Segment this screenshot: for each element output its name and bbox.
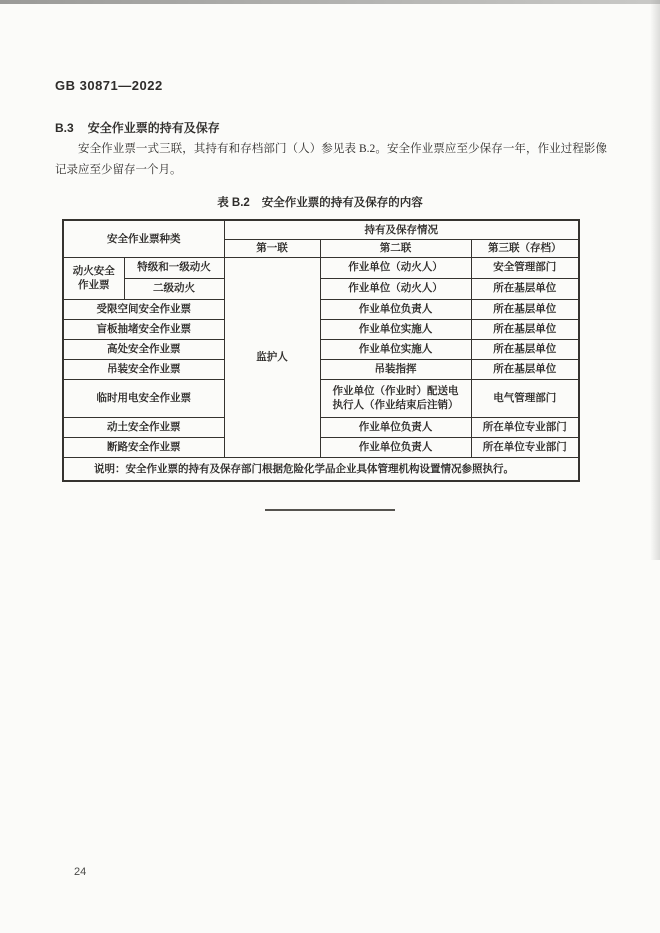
cell-third-copy: 所在基层单位 [471, 339, 579, 359]
doc-code: GB 30871—2022 [55, 78, 163, 93]
cell-second-copy: 作业单位负责人 [320, 299, 471, 319]
cell-category: 受限空间安全作业票 [63, 299, 224, 319]
section-heading [55, 119, 220, 136]
cell-category: 高处安全作业票 [63, 339, 224, 359]
col-header-second-copy: 第二联 [320, 239, 471, 257]
end-of-document-rule [265, 509, 395, 511]
cell-third-copy: 所在单位专业部门 [471, 437, 579, 457]
cell-fire-group-line1: 动火安全 [72, 264, 115, 277]
section-title: 安全作业票的持有及保存 [87, 121, 220, 135]
table-caption-label: 表 B.2 [217, 197, 250, 209]
cell-second-copy: 吊装指挥 [320, 359, 471, 379]
cell-category: 特级和一级动火 [124, 257, 224, 278]
body-paragraph: 安全作业票一式三联，其持有和存档部门（人）参见表 B.2。安全作业票应至少保存一年，作业过程影像记录应至少留存一个月。 [55, 143, 607, 176]
page-number: 24 [74, 866, 87, 878]
cell-second-copy [320, 379, 471, 417]
table-row [63, 257, 579, 278]
cell-third-copy: 所在基层单位 [471, 278, 579, 299]
cell-fire-group-line2: 作业票 [78, 279, 110, 291]
cell-third-copy: 所在基层单位 [471, 319, 579, 339]
scan-edge-right [650, 0, 660, 560]
table-note-row [63, 457, 579, 481]
table-row [63, 359, 579, 379]
cell-second-copy-line1: 作业单位（作业时）配送电 [332, 384, 459, 397]
table-row [63, 278, 579, 299]
cell-category: 吊装安全作业票 [63, 359, 224, 379]
cell-third-copy: 所在基层单位 [471, 359, 579, 379]
cell-category: 临时用电安全作业票 [63, 379, 224, 417]
cell-second-copy: 作业单位负责人 [320, 417, 471, 437]
table-header-row-1 [63, 220, 579, 239]
cell-guardian: 监护人 [224, 257, 320, 457]
table-row [63, 379, 579, 417]
cell-category: 动土安全作业票 [63, 417, 224, 437]
cell-category: 二级动火 [124, 278, 224, 299]
table-row [63, 339, 579, 359]
cell-third-copy: 所在基层单位 [471, 299, 579, 319]
cell-second-copy: 作业单位（动火人） [320, 278, 471, 299]
table-caption [62, 194, 578, 210]
table-caption-title: 安全作业票的持有及保存的内容 [261, 197, 423, 209]
col-header-ticket-type: 安全作业票种类 [63, 220, 224, 257]
col-header-holding: 持有及保存情况 [224, 220, 579, 239]
col-header-first-copy: 第一联 [224, 239, 320, 257]
table-row [63, 417, 579, 437]
table-row [63, 299, 579, 319]
table-row [63, 319, 579, 339]
table-row [63, 437, 579, 457]
col-header-third-copy: 第三联（存档） [471, 239, 579, 257]
cell-second-copy-line2: 执行人（作业结束后注销） [332, 399, 459, 411]
table-b2 [62, 219, 580, 482]
cell-category: 盲板抽堵安全作业票 [63, 319, 224, 339]
cell-third-copy: 电气管理部门 [471, 379, 579, 417]
cell-third-copy: 所在单位专业部门 [471, 417, 579, 437]
cell-third-copy: 安全管理部门 [471, 257, 579, 278]
cell-category: 断路安全作业票 [63, 437, 224, 457]
cell-second-copy: 作业单位实施人 [320, 319, 471, 339]
cell-second-copy: 作业单位实施人 [320, 339, 471, 359]
scan-edge-top [0, 0, 660, 4]
cell-fire-group [63, 257, 124, 299]
section-number: B.3 [55, 121, 74, 135]
cell-second-copy: 作业单位（动火人） [320, 257, 471, 278]
cell-second-copy: 作业单位负责人 [320, 437, 471, 457]
table-note: 说明：安全作业票的持有及保存部门根据危险化学品企业具体管理机构设置情况参照执行。 [63, 457, 579, 481]
